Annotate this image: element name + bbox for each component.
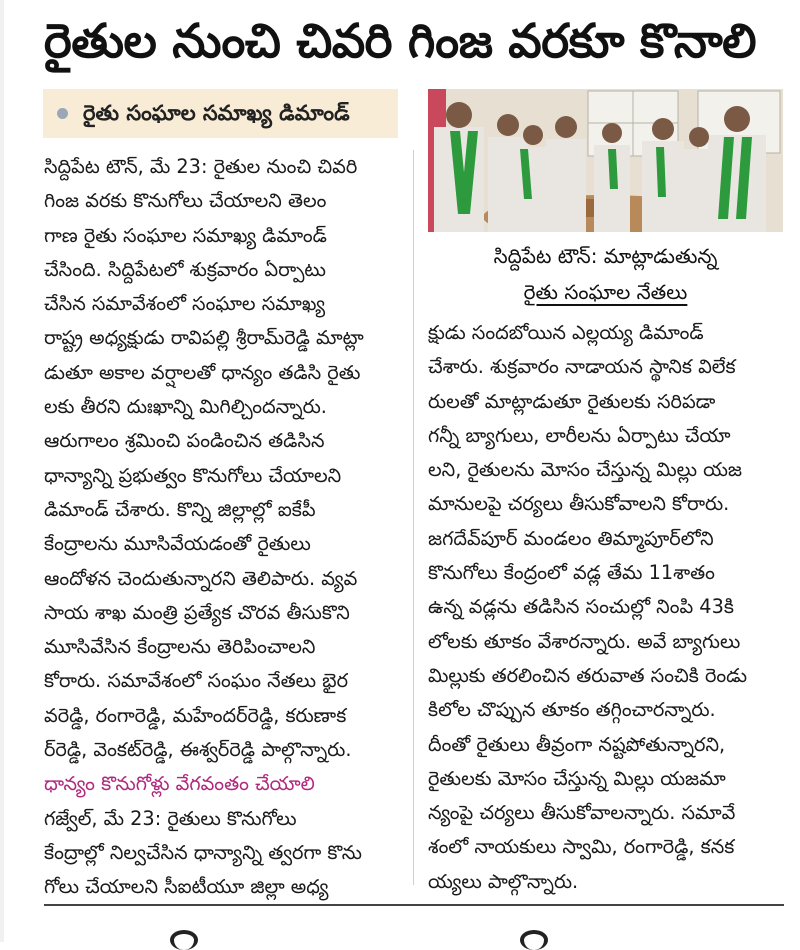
text-line: న్యంపై చర్యలు తీసుకోవాలన్నారు. సమావే [428, 801, 736, 825]
text-line: కోరారు. సమావేశంలో సంఘం నేతలు భైర [44, 669, 349, 693]
text-line: దీంతో రైతులు తీవ్రంగా నష్టపోతున్నారని, [428, 732, 726, 756]
right-column [428, 316, 783, 899]
bullet-icon [57, 108, 68, 119]
text-line: గజ్వేల్, మే 23: రైతులు కొనుగోలు [44, 806, 297, 830]
next-article-glyph [170, 930, 198, 950]
sub-headline: ధాన్యం కొనుగోళ్లు వేగవంతం చేయాలి [44, 772, 315, 796]
text-line: చేశారు. శుక్రవారం నాడాయన స్థానిక విలేక [428, 355, 736, 379]
text-line: ర్‌రెడ్డి, వెంకట్‌రెడ్డి, ఈశ్వర్‌రెడ్డి పాల్గొన్నారు. [44, 738, 352, 762]
text-line: వరెడ్డి, రంగారెడ్డి, మహేందర్‌రెడ్డి, కరుణాక [44, 703, 347, 727]
text-line: సాయ శాఖ మంత్రి ప్రత్యేక చొరవ తీసుకొని [44, 600, 350, 624]
text-line: లని, రైతులను మోసం చేస్తున్న మిల్లు యజ [428, 458, 743, 482]
photo-caption [428, 238, 783, 310]
text-line: గాణ రైతు సంఘాల సమాఖ్య డిమాండ్ [44, 223, 327, 247]
text-line: ధాన్యాన్ని ప్రభుత్వం కొనుగోలు చేయాలని [44, 463, 342, 487]
headline: రైతుల నుంచి చివరి గింజ వరకూ కొనాలి [43, 14, 757, 69]
text-line: కిలోల చొప్పున తూకం తగ్గించారన్నారు. [428, 698, 716, 722]
subhead-box [43, 89, 398, 138]
left-column-paragraph-2 [44, 802, 398, 905]
text-line: రైతులకు మోసం చేస్తున్న మిల్లు యజమా [428, 766, 726, 790]
text-line: క్షుడు సందబోయిన ఎల్లయ్య డిమాండ్ [428, 321, 704, 344]
text-line: సిద్దిపేట టౌన్, మే 23: రైతుల నుంచి చివరి [44, 155, 358, 178]
text-line: లకు తీరని దుఃఖాన్ని మిగిల్చిందన్నారు. [44, 395, 327, 419]
text-line: ఆరుగాలం శ్రమించి పండించిన తడిసిన [44, 429, 325, 453]
page-edge [0, 0, 4, 942]
subhead: రైతు సంఘాల సమాఖ్య డిమాండ్ [83, 101, 350, 125]
left-column [44, 150, 398, 905]
news-photo [428, 89, 783, 232]
text-line: డుతూ అకాల వర్షాలతో ధాన్యం తడిసి రైతు [44, 360, 361, 384]
text-line: ఉన్న వడ్లను తడిసిన సంచుల్లో నింపి 43కి [428, 595, 734, 619]
text-line: య్యలు పాల్గొన్నారు. [428, 869, 579, 893]
text-line: లోలకు తూకం వేశారన్నారు. అవే బ్యాగులు [428, 629, 741, 653]
column-divider [413, 150, 414, 885]
text-line: రులతో మాట్లాడుతూ రైతులకు సరిపడా [428, 389, 716, 413]
text-line: చేసిన సమావేశంలో సంఘాల సమాఖ్య [44, 292, 326, 316]
photo-illustration [428, 89, 783, 232]
text-line: కేంద్రాలను మూసివేయడంతో రైతులు [44, 532, 311, 556]
footer-rule [44, 904, 784, 906]
next-article-glyph [520, 930, 548, 950]
text-line: గన్నీ బ్యాగులు, లారీలను ఏర్పాటు చేయా [428, 423, 731, 447]
text-line: గింజ వరకు కొనుగోలు చేయాలని తెలం [44, 189, 327, 213]
text-line: మిల్లుకు తరలించిన తరువాత సంచికి రెండు [428, 663, 748, 687]
text-line: కేంద్రాల్లో నిల్వచేసిన ధాన్యాన్ని త్వరగా కొను [44, 840, 362, 864]
text-line: జగదేవ్‌పూర్ మండలం తిమ్మాపూర్‌లోని [428, 526, 714, 550]
text-line: గోలు చేయాలని సీఐటీయూ జిల్లా అధ్య [44, 875, 329, 899]
text-line: మానులపై చర్యలు తీసుకోవాలని కోరారు. [428, 492, 730, 516]
caption-line: రైతు సంఘాల నేతలు [523, 280, 688, 304]
text-line: శంలో నాయకులు స్వామి, రంగారెడ్డి, కనక [428, 835, 735, 859]
left-column-paragraph [44, 150, 398, 767]
text-line: మూసివేసిన కేంద్రాలను తెరిపించాలని [44, 635, 316, 659]
text-line: రాష్ట్ర అధ్యక్షుడు రావిపల్లి శ్రీరామ్‌రెడ్డి మాట్లా [44, 326, 364, 350]
caption-line: సిద్దిపేట టౌన్: మాట్లాడుతున్న [493, 244, 718, 268]
text-line: కొనుగోలు కేంద్రంలో వడ్ల తేమ 11శాతం [428, 561, 715, 585]
text-line: డిమాండ్ చేశారు. కొన్ని జిల్లాల్లో ఐకేపీ [44, 497, 316, 521]
text-line: ఆందోళన చెందుతున్నారని తెలిపారు. వ్యవ [44, 566, 358, 590]
text-line: చేసింది. సిద్దిపేటలో శుక్రవారం ఏర్పాటు [44, 257, 326, 281]
